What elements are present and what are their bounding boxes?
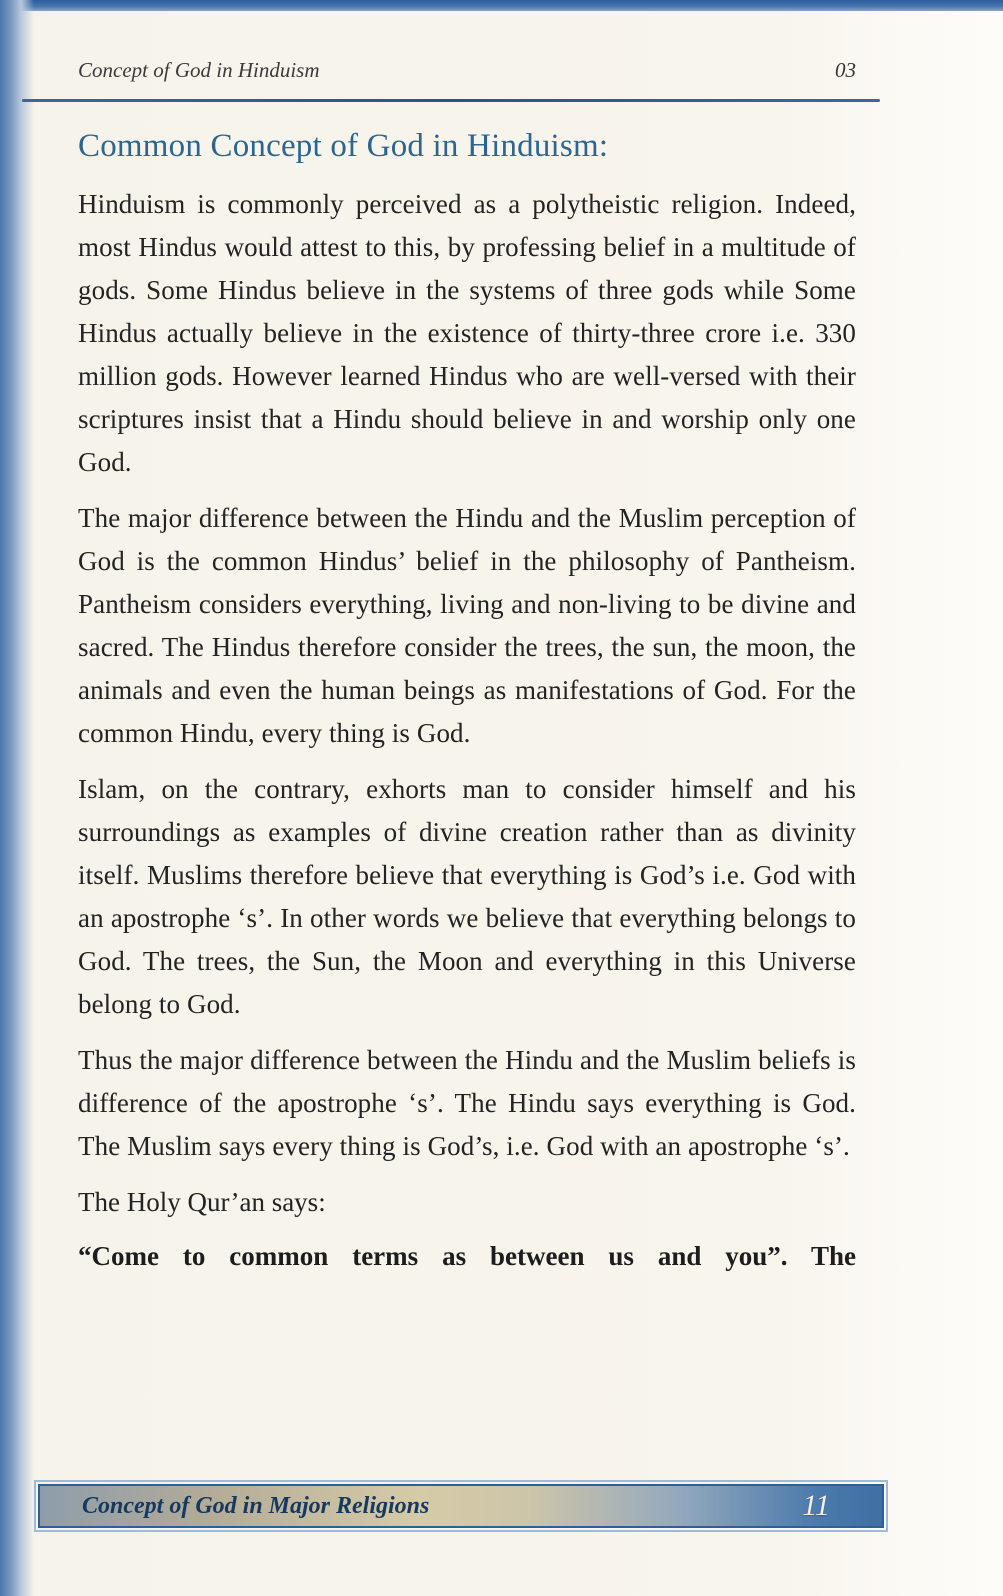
footer-page-number: 11: [802, 1489, 830, 1522]
running-header: [78, 58, 856, 88]
section-heading: Common Concept of God in Hinduism:: [78, 128, 609, 164]
page-top-edge: [0, 0, 1003, 11]
page-binding-edge: [0, 0, 34, 1596]
paragraph-islam-creation: Islam, on the contrary, exhorts man to consider himself and his surroundings as examples of divine creation rather than as divinity itself. Muslims therefore believe that everything is God’s i.e. God with an apostrophe ‘s’. In other words we believe that everything belongs to God. The trees, the Sun, the Moon and everything in this Universe belong to God.: [78, 774, 856, 1019]
footer-title: Concept of God in Major Religions: [82, 1492, 430, 1519]
paragraph-pantheism: The major difference between the Hindu and the Muslim perception of God is the common Hindus’ belief in the philosophy of Pantheism. Pantheism considers everything, living and non-living to be divine and sacred. The Hindus therefore consider the trees, the sun, the moon, the animals and even the human beings as manifestations of God. For the common Hindu, every thing is God.: [78, 503, 856, 748]
paragraph-apostrophe-difference: Thus the major difference between the Hindu and the Muslim beliefs is difference of the apostrophe ‘s’. The Hindu says everything is God. The Muslim says every thing is God’s, i.e. God with an apostrophe ‘s’.: [78, 1045, 856, 1161]
running-header-page-number: 03: [835, 58, 856, 82]
quran-intro: The Holy Qur’an says:: [78, 1187, 326, 1217]
footer-bar: [38, 1484, 884, 1528]
quran-quote: “Come to common terms as between us and you”. The: [78, 1241, 856, 1271]
paragraph-hinduism-polytheistic: Hinduism is commonly perceived as a polytheistic religion. Indeed, most Hindus would attest to this, by professing belief in a multitude of gods. Some Hindus believe in the systems of three gods while Some Hindus actually believe in the existence of thirty-three crore i.e. 330 million gods. However learned Hindus who are well-versed with their scriptures insist that a Hindu should believe in and worship only one God.: [78, 189, 856, 477]
page-content: [78, 58, 856, 1278]
running-header-title: Concept of God in Hinduism: [78, 58, 320, 82]
